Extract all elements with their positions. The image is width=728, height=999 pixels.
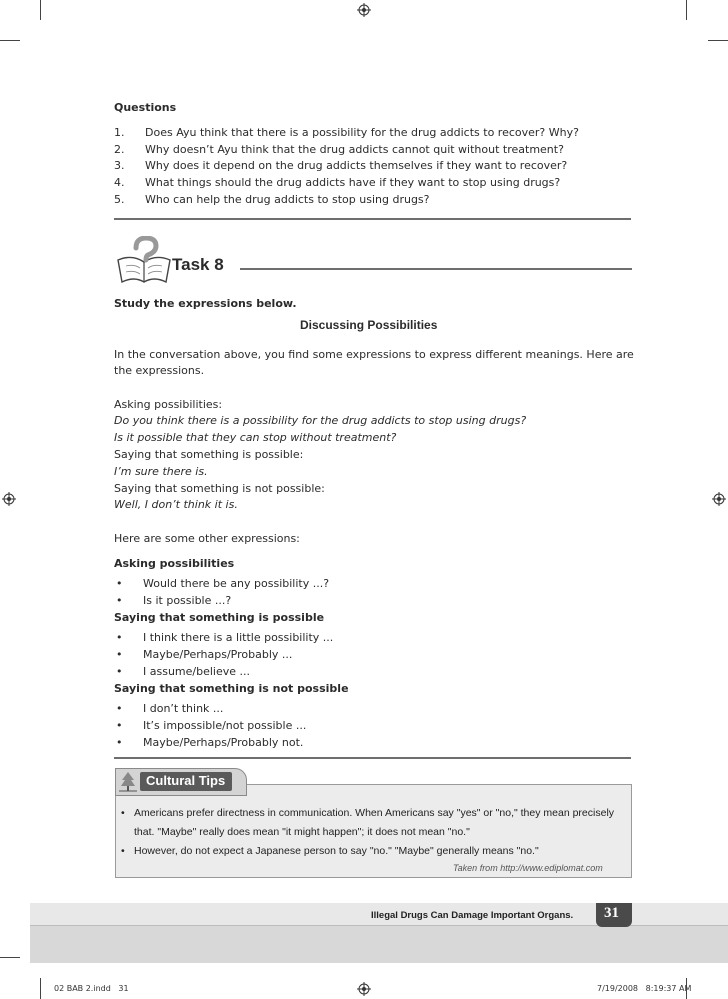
question-book-icon	[114, 236, 174, 286]
crop-mark	[40, 978, 41, 999]
list-item: I don’t think ...	[143, 702, 224, 715]
section-title: Discussing Possibilities	[300, 318, 438, 332]
bullet: •	[116, 648, 123, 661]
bullet: •	[116, 631, 123, 644]
example-sentence: Well, I don’t think it is.	[114, 498, 238, 511]
slug-right: 7/19/2008 8:19:37 AM	[597, 984, 692, 993]
section-divider	[114, 218, 631, 220]
bullet: •	[116, 594, 123, 607]
question-text: Who can help the drug addicts to stop using drugs?	[145, 193, 430, 206]
question-number: 2.	[114, 143, 125, 156]
question-text: What things should the drug addicts have if they want to stop using drugs?	[145, 176, 561, 189]
tip-bullet: •	[121, 845, 125, 857]
registration-mark-icon	[357, 3, 371, 17]
bullet: •	[116, 702, 123, 715]
list-item: Maybe/Perhaps/Probably ...	[143, 648, 293, 661]
question-text: Why doesn’t Ayu think that the drug addicts cannot quit without treatment?	[145, 143, 564, 156]
crop-mark	[708, 40, 728, 41]
question-number: 4.	[114, 176, 125, 189]
tip-text: However, do not expect a Japanese person to say "no." "Maybe" generally means "no."	[134, 845, 539, 857]
tip-source: Taken from http://www.ediplomat.com	[453, 863, 603, 873]
cultural-tips-title: Cultural Tips	[146, 773, 226, 788]
crop-mark	[686, 0, 687, 20]
registration-mark-icon	[357, 982, 371, 996]
tip-bullet: •	[121, 807, 125, 819]
list-item: I assume/believe ...	[143, 665, 250, 678]
question-text: Does Ayu think that there is a possibility for the drug addicts to recover? Why?	[145, 126, 579, 139]
registration-mark-icon	[712, 492, 726, 506]
tip-text: Americans prefer directness in communication. When Americans say "yes" or "no," they mean precisely	[134, 807, 615, 819]
group-heading: Asking possibilities	[114, 557, 235, 570]
crop-mark	[0, 957, 20, 958]
bullet: •	[116, 719, 123, 732]
list-item: I think there is a little possibility ...	[143, 631, 334, 644]
tree-icon	[118, 770, 138, 792]
list-item: Would there be any possibility ...?	[143, 577, 330, 590]
instruction: Study the expressions below.	[114, 297, 297, 310]
intro-line: the expressions.	[114, 364, 205, 377]
group-heading: Saying that something is not possible	[114, 682, 349, 695]
bullet: •	[116, 665, 123, 678]
list-item: Is it possible ...?	[143, 594, 232, 607]
question-number: 3.	[114, 159, 125, 172]
group-heading: Saying that something is possible	[114, 611, 325, 624]
page-number: 31	[604, 905, 619, 921]
list-item: Maybe/Perhaps/Probably not.	[143, 736, 304, 749]
example-sentence: Is it possible that they can stop without treatment?	[114, 431, 397, 444]
crop-mark	[40, 0, 41, 20]
slug-left: 02 BAB 2.indd 31	[54, 984, 129, 993]
example-label: Saying that something is possible:	[114, 448, 304, 461]
section-divider	[114, 757, 631, 759]
bullet: •	[116, 577, 123, 590]
other-intro: Here are some other expressions:	[114, 532, 300, 545]
example-sentence: I’m sure there is.	[114, 465, 208, 478]
example-label: Saying that something is not possible:	[114, 482, 325, 495]
list-item: It’s impossible/not possible ...	[143, 719, 307, 732]
tip-text: that. "Maybe" really does mean "it might happen"; it does not mean "no."	[134, 826, 470, 838]
task-rule	[240, 268, 632, 270]
intro-line: In the conversation above, you find some expressions to express different meanings. Here are	[114, 348, 634, 361]
crop-mark	[0, 40, 20, 41]
question-number: 1.	[114, 126, 125, 139]
registration-mark-icon	[2, 492, 16, 506]
example-label: Asking possibilities:	[114, 398, 223, 411]
chapter-title: Illegal Drugs Can Damage Important Organs.	[371, 910, 574, 921]
bullet: •	[116, 736, 123, 749]
example-sentence: Do you think there is a possibility for the drug addicts to stop using drugs?	[114, 414, 527, 427]
questions-heading: Questions	[114, 101, 177, 114]
question-text: Why does it depend on the drug addicts themselves if they want to recover?	[145, 159, 568, 172]
task-title: Task 8	[172, 255, 224, 274]
question-number: 5.	[114, 193, 125, 206]
